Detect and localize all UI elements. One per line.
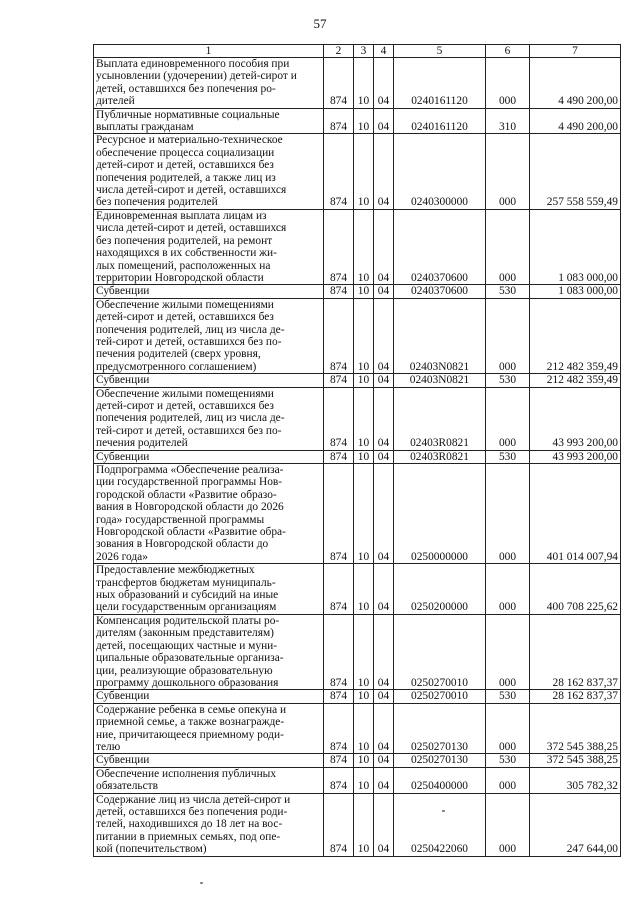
budget-table	[93, 44, 621, 857]
row-name-cell	[94, 564, 324, 615]
row-name-line: без попечения родителей, на ремонт	[96, 234, 273, 247]
table-row	[94, 793, 621, 856]
section-code-cell: 10	[354, 285, 374, 298]
row-name-line: лых помещений, расположенных на	[96, 259, 271, 272]
row-name-line: Единовременная выплата лицам из	[96, 209, 267, 222]
row-name-line: дителям (законным представителям)	[96, 627, 274, 640]
row-name-line: тей-сирот и детей, оставшихся без по-	[96, 335, 282, 348]
target-item-code-cell: 0240161120	[394, 58, 486, 109]
row-name-line: находящихся в их собственности жи-	[96, 247, 277, 260]
expense-type-code-cell: 000	[486, 58, 530, 109]
row-name-line: выплаты гражданам	[96, 121, 194, 134]
subsection-code-cell: 04	[374, 614, 394, 689]
row-name-cell	[94, 108, 324, 134]
row-name-line: печения родителей (сверх уровня,	[96, 348, 261, 361]
target-item-code-cell: 02403N0821	[394, 298, 486, 373]
row-name-cell	[94, 464, 324, 564]
row-name-line: Субвенции	[96, 450, 150, 463]
row-name-cell	[94, 374, 324, 387]
target-item-code-cell: 0250400000	[394, 767, 486, 793]
row-name-line: детей, оставшихся без попечения роди-	[96, 805, 288, 818]
row-name-line: Предоставление межбюджетных	[96, 564, 255, 577]
row-name-line: числа детей-сирот и детей, оставшихся	[96, 222, 287, 235]
subsection-code-cell: 04	[374, 374, 394, 387]
row-name-cell	[94, 767, 324, 793]
section-code-cell: 10	[354, 58, 374, 109]
row-name-line: ципальные образовательные организа-	[96, 652, 284, 665]
table-row	[94, 285, 621, 298]
table-row	[94, 298, 621, 373]
table-row	[94, 387, 621, 450]
amount-cell: 28 162 837,37	[530, 690, 621, 703]
row-name-line: печения родителей	[96, 437, 188, 450]
subsection-code-cell: 04	[374, 134, 394, 209]
row-name-cell	[94, 754, 324, 767]
department-code-cell: 874	[324, 298, 354, 373]
target-item-code-cell: 02403R0821	[394, 450, 486, 463]
expense-type-code-cell: 000	[486, 209, 530, 284]
column-header: 1	[94, 45, 324, 58]
department-code-cell: 874	[324, 450, 354, 463]
subsection-code-cell: 04	[374, 464, 394, 564]
amount-cell: 43 993 200,00	[530, 387, 621, 450]
department-code-cell: 874	[324, 754, 354, 767]
expense-type-code-cell: 000	[486, 134, 530, 209]
row-name-line: обеспечение процесса социализации	[96, 146, 275, 159]
department-code-cell: 874	[324, 108, 354, 134]
department-code-cell: 874	[324, 614, 354, 689]
section-code-cell: 10	[354, 564, 374, 615]
row-name-line: Ресурсное и материально-техническое	[96, 134, 283, 147]
row-name-cell	[94, 298, 324, 373]
subsection-code-cell: 04	[374, 690, 394, 703]
section-code-cell: 10	[354, 387, 374, 450]
amount-cell: 4 490 200,00	[530, 108, 621, 134]
table-row	[94, 108, 621, 134]
department-code-cell: 874	[324, 690, 354, 703]
section-code-cell: 10	[354, 614, 374, 689]
column-header: 2	[324, 45, 354, 58]
subsection-code-cell: 04	[374, 564, 394, 615]
subsection-code-cell: 04	[374, 754, 394, 767]
department-code-cell: 874	[324, 387, 354, 450]
row-name-line: предусмотренного соглашением)	[96, 360, 257, 373]
target-item-code-cell: 02403R0821	[394, 387, 486, 450]
row-name-line: цели государственным организациям	[96, 601, 277, 614]
row-name-line: зования в Новгородской области до	[96, 538, 269, 551]
section-code-cell: 10	[354, 374, 374, 387]
department-code-cell: 874	[324, 58, 354, 109]
row-name-line: тей-сирот и детей, оставшихся без по-	[96, 424, 282, 437]
expense-type-code-cell: 530	[486, 450, 530, 463]
section-code-cell: 10	[354, 134, 374, 209]
amount-cell: 401 014 007,94	[530, 464, 621, 564]
target-item-code-cell: 0240370600	[394, 209, 486, 284]
row-name-line: детей-сирот и детей, оставшихся без	[96, 159, 274, 172]
subsection-code-cell: 04	[374, 285, 394, 298]
table-row	[94, 564, 621, 615]
row-name-cell	[94, 703, 324, 754]
row-name-cell	[94, 450, 324, 463]
row-name-line: Новгородской области «Развитие обра-	[96, 526, 286, 539]
row-name-cell	[94, 134, 324, 209]
department-code-cell: 874	[324, 703, 354, 754]
table-row	[94, 58, 621, 109]
row-name-line: Обеспечение исполнения публичных	[96, 767, 277, 780]
row-name-line: Обеспечение жилыми помещениями	[96, 298, 274, 311]
row-name-line: ции, реализующие образовательную	[96, 664, 273, 677]
row-name-line: Компенсация родительской платы ро-	[96, 614, 280, 627]
section-code-cell: 10	[354, 793, 374, 856]
expense-type-code-cell: 000	[486, 564, 530, 615]
target-item-code-cell: 02403N0821	[394, 374, 486, 387]
table-header-row	[94, 45, 621, 58]
table-body	[94, 58, 621, 857]
subsection-code-cell: 04	[374, 767, 394, 793]
row-name-line: Выплата единовременного пособия при	[96, 58, 290, 70]
row-name-line: детей, оставшихся без попечения ро-	[96, 82, 276, 95]
row-name-line: ние, причитающееся приемному роди-	[96, 728, 284, 741]
row-name-line: детей, посещающих частные и муни-	[96, 639, 278, 652]
subsection-code-cell: 04	[374, 450, 394, 463]
amount-cell: 4 490 200,00	[530, 58, 621, 109]
row-name-line: Субвенции	[96, 754, 150, 767]
row-name-line: приемной семье, а также вознагражде-	[96, 716, 285, 729]
scan-speck	[200, 882, 203, 884]
row-name-cell	[94, 690, 324, 703]
row-name-line: обязательств	[96, 780, 159, 793]
table-row	[94, 703, 621, 754]
column-header: 7	[530, 45, 621, 58]
target-item-code-cell: 0240370600	[394, 285, 486, 298]
row-name-line: программу дошкольного образования	[96, 676, 279, 689]
amount-cell: 212 482 359,49	[530, 298, 621, 373]
row-name-line: 2026 года»	[96, 550, 148, 563]
section-code-cell: 10	[354, 767, 374, 793]
table-row	[94, 690, 621, 703]
expense-type-code-cell: 000	[486, 298, 530, 373]
table-row	[94, 374, 621, 387]
row-name-line: территории Новгородской области	[96, 271, 264, 284]
row-name-line: детей-сирот и детей, оставшихся без	[96, 399, 274, 412]
expense-type-code-cell: 000	[486, 793, 530, 856]
column-header: 6	[486, 45, 530, 58]
target-item-code-cell: 0250270130	[394, 703, 486, 754]
amount-cell: 28 162 837,37	[530, 614, 621, 689]
table-row	[94, 450, 621, 463]
section-code-cell: 10	[354, 464, 374, 564]
row-name-cell	[94, 285, 324, 298]
expense-type-code-cell: 000	[486, 464, 530, 564]
row-name-line: дителей	[96, 95, 135, 108]
target-item-code-cell: 0240161120	[394, 108, 486, 134]
amount-cell: 257 558 559,49	[530, 134, 621, 209]
row-name-line: Субвенции	[96, 690, 150, 703]
row-name-line: Содержание лиц из числа детей-сирот и	[96, 793, 291, 806]
target-item-code-cell: 0250200000	[394, 564, 486, 615]
row-name-line: телю	[96, 740, 121, 753]
row-name-line: питании в приемных семьях, под опе-	[96, 830, 281, 843]
department-code-cell: 874	[324, 564, 354, 615]
row-name-line: городской области «Развитие образо-	[96, 488, 277, 501]
section-code-cell: 10	[354, 298, 374, 373]
target-item-code-cell: 0240300000	[394, 134, 486, 209]
section-code-cell: 10	[354, 450, 374, 463]
table-row	[94, 209, 621, 284]
expense-type-code-cell: 000	[486, 703, 530, 754]
row-name-line: числа детей-сирот и детей, оставшихся	[96, 184, 287, 197]
amount-cell: 372 545 388,25	[530, 703, 621, 754]
row-name-cell	[94, 58, 324, 109]
row-name-line: Подпрограмма «Обеспечение реализа-	[96, 464, 284, 476]
department-code-cell: 874	[324, 285, 354, 298]
subsection-code-cell: 04	[374, 209, 394, 284]
row-name-line: вания в Новгородской области до 2026	[96, 501, 284, 514]
department-code-cell: 874	[324, 374, 354, 387]
section-code-cell: 10	[354, 209, 374, 284]
expense-type-code-cell: 530	[486, 690, 530, 703]
row-name-line: Субвенции	[96, 374, 150, 387]
row-name-line: трансфертов бюджетам муниципаль-	[96, 576, 276, 589]
row-name-line: года» государственной программы	[96, 513, 265, 526]
expense-type-code-cell: 530	[486, 374, 530, 387]
row-name-cell	[94, 793, 324, 856]
row-name-cell	[94, 209, 324, 284]
row-name-line: Содержание ребенка в семье опекуна и	[96, 703, 287, 716]
target-item-code-cell: 0250422060	[394, 793, 486, 856]
subsection-code-cell: 04	[374, 58, 394, 109]
expense-type-code-cell: 000	[486, 614, 530, 689]
expense-type-code-cell: 530	[486, 754, 530, 767]
subsection-code-cell: 04	[374, 108, 394, 134]
table-row	[94, 134, 621, 209]
row-name-line: Публичные нормативные социальные	[96, 108, 280, 121]
row-name-line: попечения родителей, лиц из числа де-	[96, 323, 285, 336]
row-name-line: ции государственной программы Нов-	[96, 476, 283, 489]
row-name-line: Обеспечение жилыми помещениями	[96, 387, 274, 400]
expense-type-code-cell: 310	[486, 108, 530, 134]
column-header: 3	[354, 45, 374, 58]
table-row	[94, 464, 621, 564]
expense-type-code-cell: 000	[486, 387, 530, 450]
subsection-code-cell: 04	[374, 387, 394, 450]
row-name-cell	[94, 387, 324, 450]
subsection-code-cell: 04	[374, 793, 394, 856]
department-code-cell: 874	[324, 134, 354, 209]
section-code-cell: 10	[354, 690, 374, 703]
expense-type-code-cell: 000	[486, 767, 530, 793]
column-header: 5	[394, 45, 486, 58]
department-code-cell: 874	[324, 793, 354, 856]
target-item-code-cell: 0250000000	[394, 464, 486, 564]
amount-cell: 1 083 000,00	[530, 285, 621, 298]
expense-type-code-cell: 530	[486, 285, 530, 298]
row-name-line: Субвенции	[96, 285, 150, 298]
department-code-cell: 874	[324, 767, 354, 793]
department-code-cell: 874	[324, 464, 354, 564]
section-code-cell: 10	[354, 754, 374, 767]
row-name-line: детей-сирот и детей, оставшихся без	[96, 311, 274, 324]
department-code-cell: 874	[324, 209, 354, 284]
table-row	[94, 614, 621, 689]
row-name-line: усыновлении (удочерении) детей-сирот и	[96, 70, 297, 83]
row-name-line: попечения родителей, а также лиц из	[96, 171, 276, 184]
target-item-code-cell: 0250270130	[394, 754, 486, 767]
column-header: 4	[374, 45, 394, 58]
target-item-code-cell: 0250270010	[394, 690, 486, 703]
subsection-code-cell: 04	[374, 703, 394, 754]
table-row	[94, 754, 621, 767]
target-item-code-cell: 0250270010	[394, 614, 486, 689]
amount-cell: 43 993 200,00	[530, 450, 621, 463]
amount-cell: 305 782,32	[530, 767, 621, 793]
amount-cell: 247 644,00	[530, 793, 621, 856]
row-name-line: телей, находившихся до 18 лет на вос-	[96, 818, 283, 831]
amount-cell: 1 083 000,00	[530, 209, 621, 284]
row-name-line: попечения родителей, лиц из числа де-	[96, 412, 285, 425]
row-name-cell	[94, 614, 324, 689]
row-name-line: без попечения родителей	[96, 196, 218, 209]
amount-cell: 372 545 388,25	[530, 754, 621, 767]
scan-speck	[442, 810, 445, 812]
row-name-line: кой (попечительством)	[96, 843, 207, 856]
page-number: 57	[313, 16, 327, 31]
table-row	[94, 767, 621, 793]
section-code-cell: 10	[354, 108, 374, 134]
section-code-cell: 10	[354, 703, 374, 754]
amount-cell: 212 482 359,49	[530, 374, 621, 387]
subsection-code-cell: 04	[374, 298, 394, 373]
amount-cell: 400 708 225,62	[530, 564, 621, 615]
row-name-line: ных образований и субсидий на иные	[96, 589, 279, 602]
